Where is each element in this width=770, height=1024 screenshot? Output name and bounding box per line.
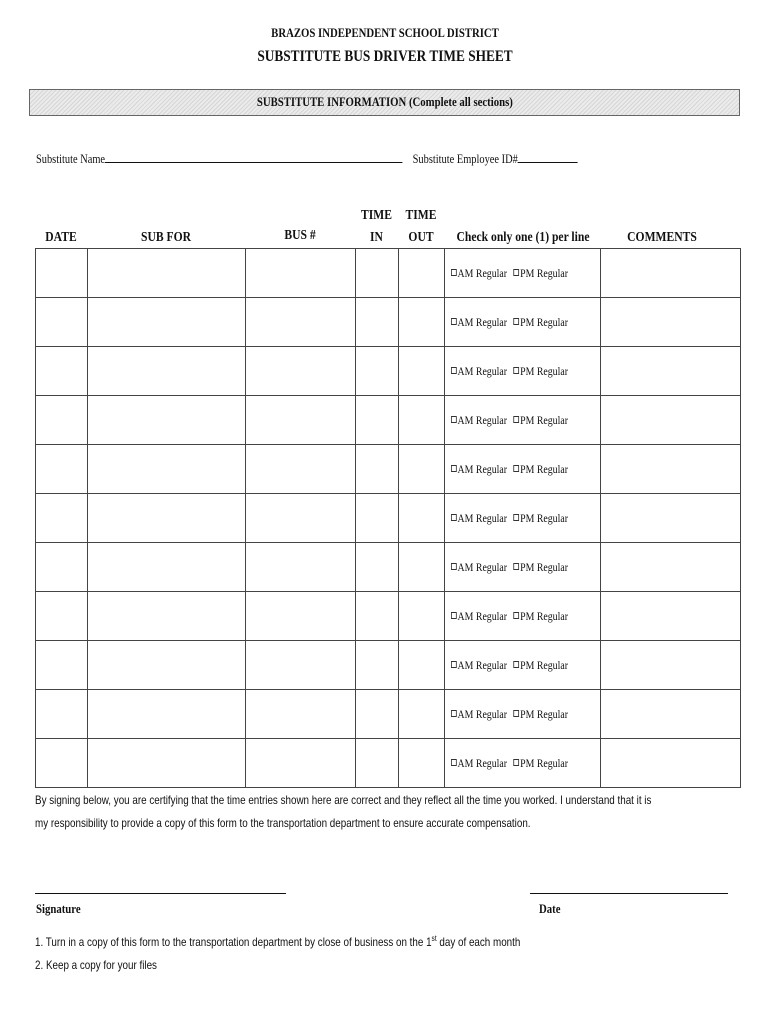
pm-checkbox[interactable] bbox=[514, 318, 520, 325]
am-checkbox[interactable] bbox=[451, 661, 457, 668]
pm-checkbox[interactable] bbox=[514, 612, 520, 619]
time-in-cell[interactable] bbox=[356, 592, 399, 641]
bus-cell[interactable] bbox=[246, 739, 356, 788]
sub-for-cell[interactable] bbox=[88, 641, 246, 690]
substitute-info-line bbox=[36, 150, 578, 167]
date-cell[interactable] bbox=[36, 249, 88, 298]
bus-cell[interactable] bbox=[246, 445, 356, 494]
col-time-in-top: TIME bbox=[361, 207, 392, 222]
table-row bbox=[36, 690, 741, 739]
time-out-cell[interactable] bbox=[399, 445, 445, 494]
date-cell[interactable] bbox=[36, 396, 88, 445]
comments-cell[interactable] bbox=[601, 249, 741, 298]
table-row bbox=[36, 592, 741, 641]
time-in-cell[interactable] bbox=[356, 396, 399, 445]
pm-checkbox[interactable] bbox=[514, 661, 520, 668]
time-in-cell[interactable] bbox=[356, 298, 399, 347]
time-out-cell[interactable] bbox=[399, 396, 445, 445]
am-checkbox[interactable] bbox=[451, 318, 457, 325]
table-row bbox=[36, 298, 741, 347]
check-cell[interactable] bbox=[445, 543, 601, 592]
date-cell[interactable] bbox=[36, 641, 88, 690]
pm-option-label: PM Regular bbox=[520, 755, 568, 770]
time-in-cell[interactable] bbox=[356, 739, 399, 788]
pm-checkbox[interactable] bbox=[514, 710, 520, 717]
am-option-label: AM Regular bbox=[457, 461, 508, 476]
am-checkbox[interactable] bbox=[451, 514, 457, 521]
time-out-cell[interactable] bbox=[399, 690, 445, 739]
sub-for-cell[interactable] bbox=[88, 690, 246, 739]
am-option-label: AM Regular bbox=[457, 265, 508, 280]
shift-options bbox=[451, 364, 568, 379]
am-option-label: AM Regular bbox=[457, 412, 508, 427]
bus-cell[interactable] bbox=[246, 641, 356, 690]
time-entry-table bbox=[35, 248, 741, 788]
time-out-cell[interactable] bbox=[399, 494, 445, 543]
pm-checkbox[interactable] bbox=[514, 514, 520, 521]
pm-option-label: PM Regular bbox=[520, 265, 568, 280]
pm-checkbox[interactable] bbox=[514, 416, 520, 423]
signature-label: Signature bbox=[36, 902, 81, 916]
sub-for-cell[interactable] bbox=[88, 396, 246, 445]
form-title: SUBSTITUTE BUS DRIVER TIME SHEET bbox=[257, 48, 513, 65]
col-time-in-header bbox=[358, 204, 395, 248]
time-in-cell[interactable] bbox=[356, 641, 399, 690]
shift-options bbox=[451, 707, 568, 722]
pm-option-label: PM Regular bbox=[520, 706, 568, 721]
instruction-1-sup: st bbox=[431, 934, 437, 943]
date-cell[interactable] bbox=[36, 347, 88, 396]
bus-cell[interactable] bbox=[246, 249, 356, 298]
pm-option-label: PM Regular bbox=[520, 461, 568, 476]
sub-for-cell[interactable] bbox=[88, 347, 246, 396]
instruction-1-text: 1. Turn in a copy of this form to the transportation department by close of business on the 1 bbox=[35, 935, 432, 949]
sub-for-cell[interactable] bbox=[88, 298, 246, 347]
time-in-cell[interactable] bbox=[356, 690, 399, 739]
check-cell[interactable] bbox=[445, 641, 601, 690]
pm-option-label: PM Regular bbox=[520, 657, 568, 672]
date-cell[interactable] bbox=[36, 445, 88, 494]
am-checkbox[interactable] bbox=[451, 563, 457, 570]
comments-cell[interactable] bbox=[601, 445, 741, 494]
section-banner bbox=[29, 89, 740, 116]
am-option-label: AM Regular bbox=[457, 755, 508, 770]
am-checkbox[interactable] bbox=[451, 367, 457, 374]
time-in-cell[interactable] bbox=[356, 347, 399, 396]
signature-line[interactable] bbox=[35, 893, 286, 894]
time-in-cell[interactable] bbox=[356, 445, 399, 494]
table-row bbox=[36, 494, 741, 543]
pm-checkbox[interactable] bbox=[514, 269, 520, 276]
date-cell[interactable] bbox=[36, 298, 88, 347]
col-bus-header: BUS # bbox=[284, 227, 316, 242]
check-cell[interactable] bbox=[445, 690, 601, 739]
time-out-cell[interactable] bbox=[399, 543, 445, 592]
shift-options bbox=[451, 658, 568, 673]
am-option-label: AM Regular bbox=[457, 510, 508, 525]
employee-id-field[interactable] bbox=[518, 150, 578, 163]
table-row bbox=[36, 543, 741, 592]
am-checkbox[interactable] bbox=[451, 416, 457, 423]
time-in-cell[interactable] bbox=[356, 543, 399, 592]
time-out-cell[interactable] bbox=[399, 641, 445, 690]
date-cell[interactable] bbox=[36, 494, 88, 543]
date-label: Date bbox=[539, 902, 561, 916]
shift-options bbox=[451, 315, 568, 330]
sub-for-cell[interactable] bbox=[88, 445, 246, 494]
col-time-out-top: TIME bbox=[405, 207, 437, 222]
table-row bbox=[36, 347, 741, 396]
time-in-cell[interactable] bbox=[356, 249, 399, 298]
substitute-name-label: Substitute Name bbox=[36, 151, 106, 166]
am-option-label: AM Regular bbox=[457, 657, 508, 672]
sub-for-cell[interactable] bbox=[88, 543, 246, 592]
bus-cell[interactable] bbox=[246, 592, 356, 641]
shift-options bbox=[451, 560, 568, 575]
table-row bbox=[36, 641, 741, 690]
am-checkbox[interactable] bbox=[451, 269, 457, 276]
comments-cell[interactable] bbox=[601, 543, 741, 592]
table-row bbox=[36, 396, 741, 445]
bus-cell[interactable] bbox=[246, 690, 356, 739]
instruction-2: 2. Keep a copy for your files bbox=[35, 958, 157, 972]
col-sub-for-header: SUB FOR bbox=[140, 229, 191, 244]
shift-options bbox=[451, 756, 568, 771]
date-line[interactable] bbox=[530, 893, 728, 894]
shift-options bbox=[451, 609, 568, 624]
comments-cell[interactable] bbox=[601, 739, 741, 788]
am-checkbox[interactable] bbox=[451, 465, 457, 472]
am-option-label: AM Regular bbox=[457, 363, 508, 378]
comments-cell[interactable] bbox=[601, 494, 741, 543]
date-cell[interactable] bbox=[36, 543, 88, 592]
time-out-cell[interactable] bbox=[399, 739, 445, 788]
bus-cell[interactable] bbox=[246, 396, 356, 445]
pm-option-label: PM Regular bbox=[520, 608, 568, 623]
certification-text-line1: By signing below, you are certifying that the time entries shown here are correct and they reflect all the time you worked. I understand that it is bbox=[35, 793, 652, 807]
instruction-1-suffix: day of each month bbox=[436, 935, 521, 949]
table-row bbox=[36, 249, 741, 298]
am-checkbox[interactable] bbox=[451, 759, 457, 766]
table-row bbox=[36, 445, 741, 494]
pm-option-label: PM Regular bbox=[520, 559, 568, 574]
time-out-cell[interactable] bbox=[399, 298, 445, 347]
sub-for-cell[interactable] bbox=[88, 739, 246, 788]
comments-cell[interactable] bbox=[601, 641, 741, 690]
check-cell[interactable] bbox=[445, 445, 601, 494]
shift-options bbox=[451, 266, 568, 281]
pm-option-label: PM Regular bbox=[520, 412, 568, 427]
comments-cell[interactable] bbox=[601, 347, 741, 396]
bus-cell[interactable] bbox=[246, 298, 356, 347]
district-name: BRAZOS INDEPENDENT SCHOOL DISTRICT bbox=[271, 26, 499, 40]
shift-options bbox=[451, 413, 568, 428]
check-cell[interactable] bbox=[445, 494, 601, 543]
col-time-out-bottom: OUT bbox=[408, 229, 434, 244]
col-date-header: DATE bbox=[45, 229, 77, 244]
time-out-cell[interactable] bbox=[399, 347, 445, 396]
check-cell[interactable] bbox=[445, 739, 601, 788]
pm-checkbox[interactable] bbox=[514, 367, 520, 374]
table-row bbox=[36, 739, 741, 788]
check-cell[interactable] bbox=[445, 592, 601, 641]
pm-option-label: PM Regular bbox=[520, 314, 568, 329]
time-in-cell[interactable] bbox=[356, 494, 399, 543]
comments-cell[interactable] bbox=[601, 298, 741, 347]
col-comments-header: COMMENTS bbox=[627, 229, 697, 244]
shift-options bbox=[451, 462, 568, 477]
pm-option-label: PM Regular bbox=[520, 510, 568, 525]
col-time-out-header bbox=[401, 204, 441, 248]
certification-text-line2: my responsibility to provide a copy of this form to the transportation department to ensure accurate compensation. bbox=[35, 816, 531, 830]
date-cell[interactable] bbox=[36, 690, 88, 739]
date-cell[interactable] bbox=[36, 592, 88, 641]
am-option-label: AM Regular bbox=[457, 706, 508, 721]
check-cell[interactable] bbox=[445, 347, 601, 396]
am-option-label: AM Regular bbox=[457, 314, 508, 329]
sub-for-cell[interactable] bbox=[88, 592, 246, 641]
bus-cell[interactable] bbox=[246, 543, 356, 592]
check-cell[interactable] bbox=[445, 396, 601, 445]
section-banner-label: SUBSTITUTE INFORMATION (Complete all sections) bbox=[256, 95, 513, 109]
shift-options bbox=[451, 511, 568, 526]
substitute-name-field[interactable] bbox=[105, 150, 403, 163]
instruction-1 bbox=[35, 934, 520, 949]
comments-cell[interactable] bbox=[601, 690, 741, 739]
am-checkbox[interactable] bbox=[451, 710, 457, 717]
sub-for-cell[interactable] bbox=[88, 249, 246, 298]
date-cell[interactable] bbox=[36, 739, 88, 788]
check-cell[interactable] bbox=[445, 249, 601, 298]
pm-checkbox[interactable] bbox=[514, 465, 520, 472]
am-checkbox[interactable] bbox=[451, 612, 457, 619]
pm-option-label: PM Regular bbox=[520, 363, 568, 378]
pm-checkbox[interactable] bbox=[514, 563, 520, 570]
employee-id-label: Substitute Employee ID# bbox=[412, 151, 518, 166]
am-option-label: AM Regular bbox=[457, 608, 508, 623]
col-check-header: Check only one (1) per line bbox=[456, 229, 590, 244]
pm-checkbox[interactable] bbox=[514, 759, 520, 766]
bus-cell[interactable] bbox=[246, 347, 356, 396]
check-cell[interactable] bbox=[445, 298, 601, 347]
bus-cell[interactable] bbox=[246, 494, 356, 543]
comments-cell[interactable] bbox=[601, 592, 741, 641]
sub-for-cell[interactable] bbox=[88, 494, 246, 543]
time-out-cell[interactable] bbox=[399, 592, 445, 641]
time-out-cell[interactable] bbox=[399, 249, 445, 298]
col-time-in-bottom: IN bbox=[370, 229, 383, 244]
am-option-label: AM Regular bbox=[457, 559, 508, 574]
comments-cell[interactable] bbox=[601, 396, 741, 445]
